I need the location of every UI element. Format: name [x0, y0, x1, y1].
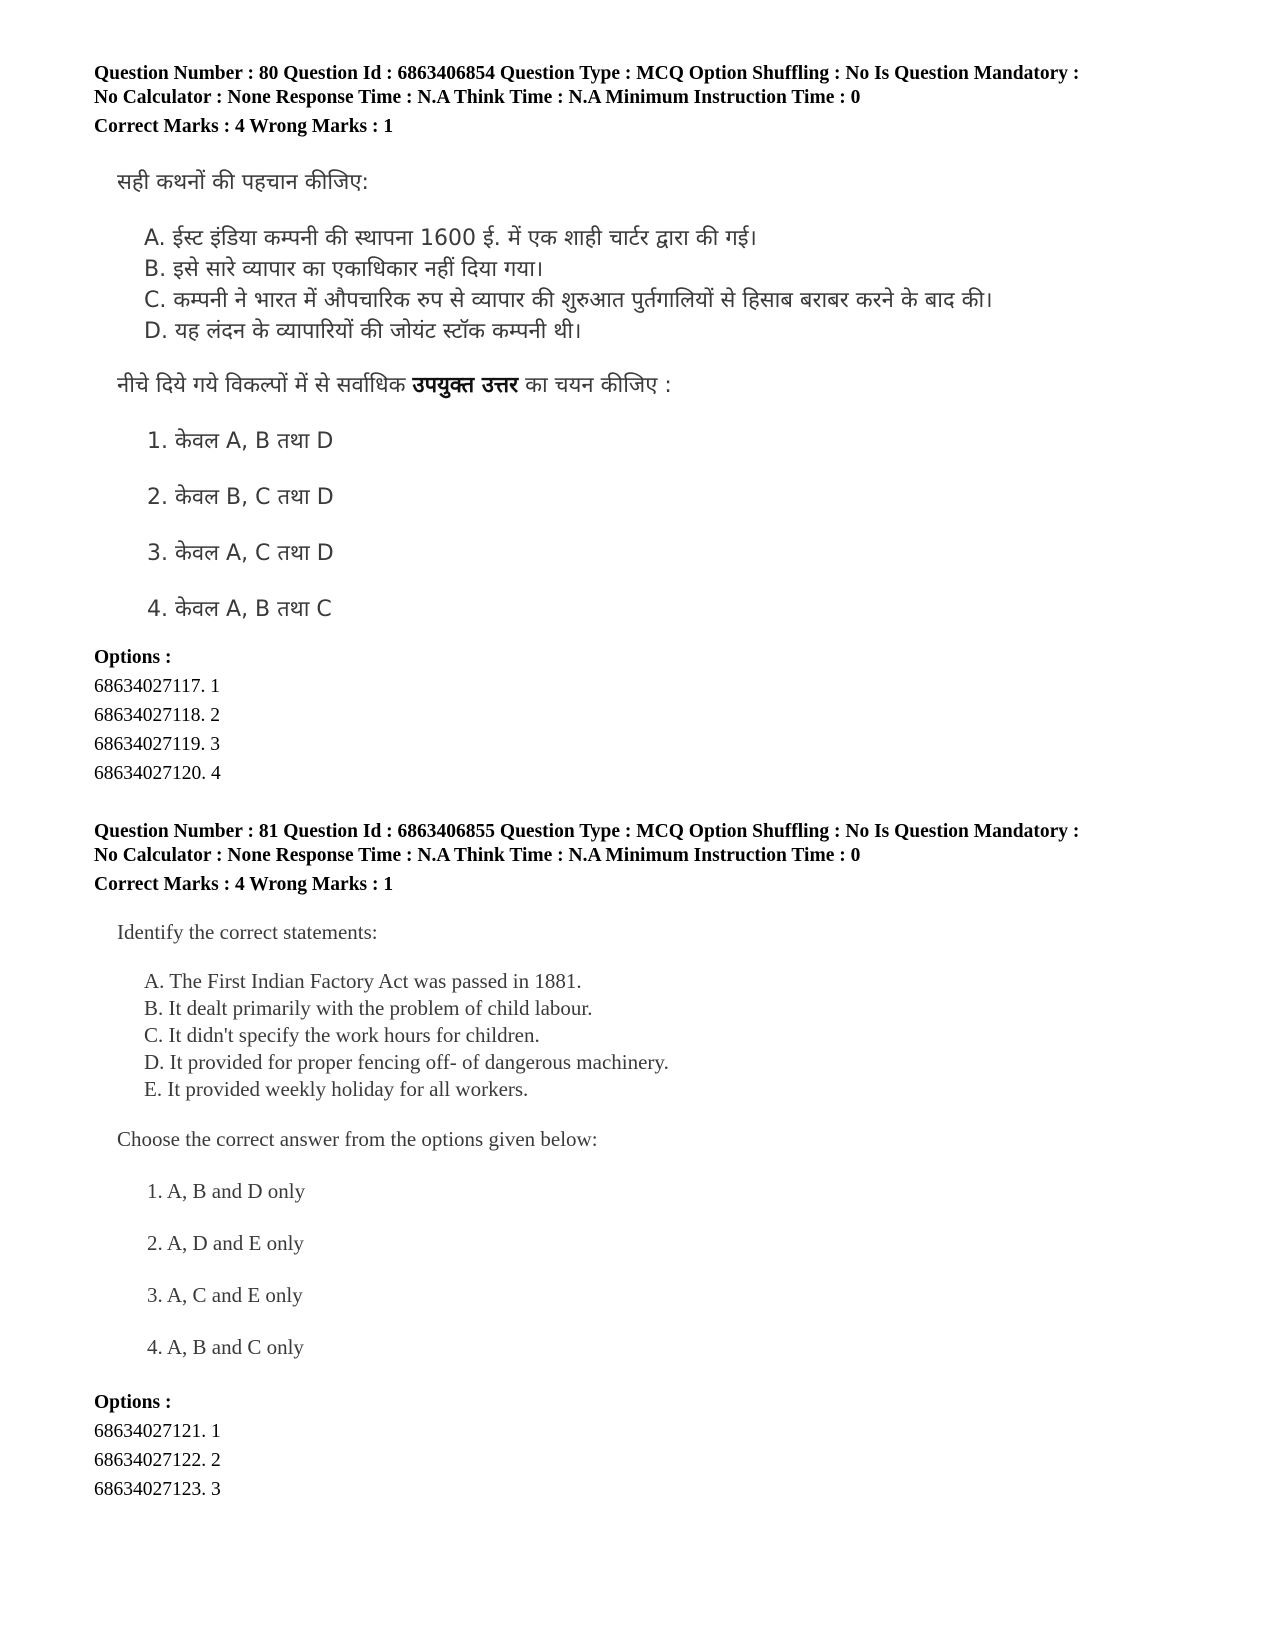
marks-line: Correct Marks : 4 Wrong Marks : 1 [94, 874, 394, 895]
options-header: Options : [94, 647, 172, 668]
choice-4: 4. A, B and C only [147, 1335, 304, 1359]
question-instruction: Choose the correct answer from the options given below: [117, 1127, 598, 1151]
instruction-bold: उपयुक्त उत्तर [412, 373, 519, 398]
meta-line-1: Question Number : 80 Question Id : 6863406854 Question Type : MCQ Option Shuffling : No Is Question Mandatory : [94, 63, 1080, 84]
marks-line: Correct Marks : 4 Wrong Marks : 1 [94, 116, 394, 137]
instruction-post: का चयन कीजिए : [518, 373, 672, 398]
option-2: 68634027122. 2 [94, 1450, 221, 1471]
choice-3: 3. केवल A, C तथा D [147, 541, 334, 566]
meta-line-2: No Calculator : None Response Time : N.A Think Time : N.A Minimum Instruction Time : 0 [94, 87, 861, 108]
statement-c: C. कम्पनी ने भारत में औपचारिक रुप से व्यापार की शुरुआत पुर्तगालियों से हिसाब बराबर करने के बाद की। [144, 288, 993, 313]
option-2: 68634027118. 2 [94, 705, 221, 726]
choice-1: 1. A, B and D only [147, 1179, 306, 1203]
option-4: 68634027120. 4 [94, 763, 221, 784]
choice-2: 2. केवल B, C तथा D [147, 485, 334, 510]
choice-3: 3. A, C and E only [147, 1283, 303, 1307]
choice-1: 1. केवल A, B तथा D [147, 429, 334, 454]
option-3: 68634027123. 3 [94, 1479, 221, 1500]
question-80-options [94, 644, 221, 788]
statement-a: A. The First Indian Factory Act was passed in 1881. [144, 969, 582, 993]
question-instruction [117, 369, 672, 399]
question-prompt: सही कथनों की पहचान कीजिए: [117, 170, 369, 195]
option-3: 68634027119. 3 [94, 734, 221, 755]
statement-e: E. It provided weekly holiday for all workers. [144, 1077, 529, 1101]
option-1: 68634027117. 1 [94, 676, 221, 697]
choice-4: 4. केवल A, B तथा C [147, 597, 332, 622]
meta-line-1: Question Number : 81 Question Id : 6863406855 Question Type : MCQ Option Shuffling : No Is Question Mandatory : [94, 821, 1080, 842]
statement-d: D. यह लंदन के व्यापारियों की जोयंट स्टॉक कम्पनी थी। [144, 319, 582, 344]
question-81-options [94, 1389, 221, 1504]
statement-a: A. ईस्ट इंडिया कम्पनी की स्थापना 1600 ई. में एक शाही चार्टर द्वारा की गई। [144, 226, 757, 251]
choice-2: 2. A, D and E only [147, 1231, 304, 1255]
statement-c: C. It didn't specify the work hours for children. [144, 1023, 540, 1047]
statement-b: B. It dealt primarily with the problem of child labour. [144, 996, 593, 1020]
meta-line-2: No Calculator : None Response Time : N.A Think Time : N.A Minimum Instruction Time : 0 [94, 845, 861, 866]
question-81-meta [94, 820, 1224, 897]
question-80-meta [94, 62, 1224, 139]
question-prompt: Identify the correct statements: [117, 920, 378, 944]
options-header: Options : [94, 1392, 172, 1413]
instruction-pre: नीचे दिये गये विकल्पों में से सर्वाधिक [117, 373, 413, 398]
option-1: 68634027121. 1 [94, 1421, 221, 1442]
statement-d: D. It provided for proper fencing off- of dangerous machinery. [144, 1050, 669, 1074]
statement-b: B. इसे सारे व्यापार का एकाधिकार नहीं दिया गया। [144, 257, 544, 282]
